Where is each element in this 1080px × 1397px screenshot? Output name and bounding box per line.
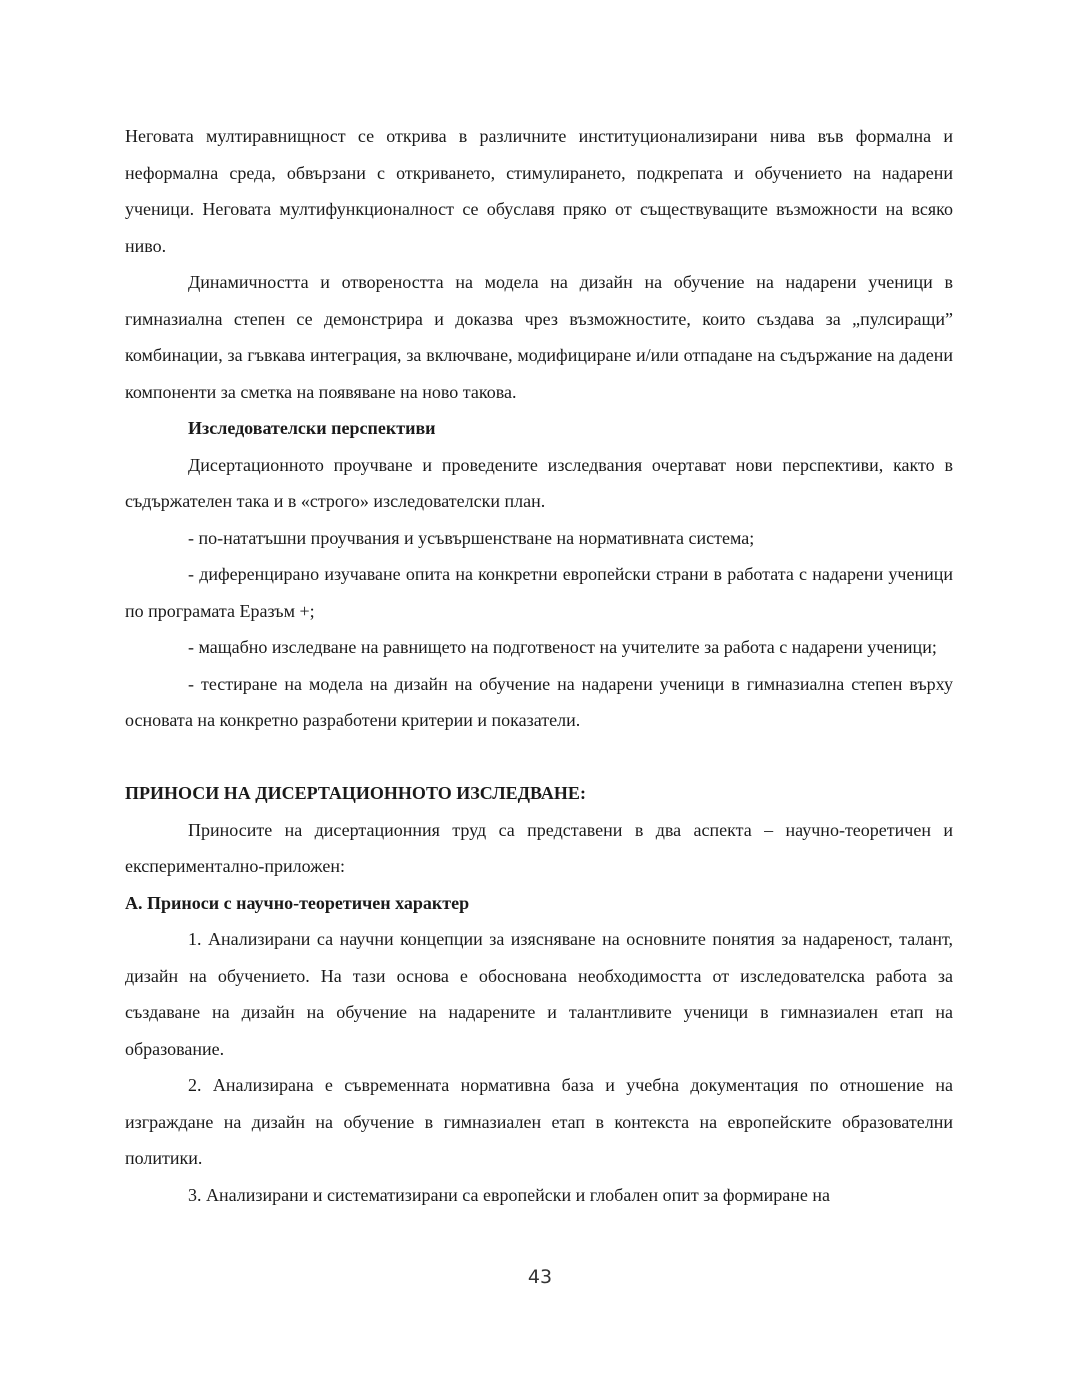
- page-number: 43: [527, 1266, 553, 1288]
- research-perspectives-heading: Изследователски перспективи: [188, 418, 436, 438]
- contribution-item: 1. Анализирани са научни концепции за изясняване на основните понятия за надареност, талант, дизайн на обучението. На тази основа е обоснована необходимостта от изследователска работа за създаване на дизайн на обучение на надарените и талантливите ученици в гимназиален етап на образование.: [125, 929, 953, 1059]
- document-page: [125, 118, 953, 1213]
- paragraph-multilevel: Неговата мултиравнищност се открива в различните институционализирани нива във формална и неформална среда, обвързани с откриването, стимулирането, подкрепата и обучението на надарени ученици. Неговата мултифункционалност се обуславя пряко от съществуващите възможности на всяко ниво.: [125, 126, 953, 256]
- contribution-item: 2. Анализирана е съвременната нормативна база и учебна документация по отношение на изграждане на дизайн на обучение в гимназиален етап в контекста на европейските образователни политики.: [125, 1075, 953, 1168]
- research-item: - мащабно изследване на равнището на подготвеност на учителите за работа с надарени ученици;: [188, 637, 937, 657]
- contributions-title: ПРИНОСИ НА ДИСЕРТАЦИОННОТО ИЗСЛЕДВАНЕ:: [125, 783, 586, 803]
- research-intro: Дисертационното проучване и проведените изследвания очертават нови перспективи, както в съдържателен така и в «строго» изследователски план.: [125, 454, 953, 511]
- contributions-intro: Приносите на дисертационния труд са представени в два аспекта – научно-теоретичен и експериментално-приложен:: [125, 819, 953, 876]
- research-item: - диференцирано изучаване опита на конкретни европейски страни в работата с надарени ученици по програмата Еразъм +;: [125, 564, 953, 621]
- theoretical-contributions-heading: А. Приноси с научно-теоретичен характер: [125, 892, 470, 913]
- paragraph-dynamics: Динамичността и отвореността на модела на дизайн на обучение на надарени ученици в гимназиална степен се демонстрира и доказва чрез възможностите, които създава за „пулсиращи” комбинации, за гъвкава интеграция, за включване, модифициране и/или отпадане на съдържание на дадени компоненти за сметка на появяване на ново такова.: [125, 272, 953, 402]
- research-item: - тестиране на модела на дизайн на обучение на надарени ученици в гимназиална степен върху основата на конкретно разработени критерии и показатели.: [125, 673, 953, 730]
- contribution-item: 3. Анализирани и систематизирани са европейски и глобален опит за формиране на: [188, 1184, 830, 1205]
- research-item: - по-нататъшни проучвания и усъвършенстване на нормативната система;: [188, 527, 755, 548]
